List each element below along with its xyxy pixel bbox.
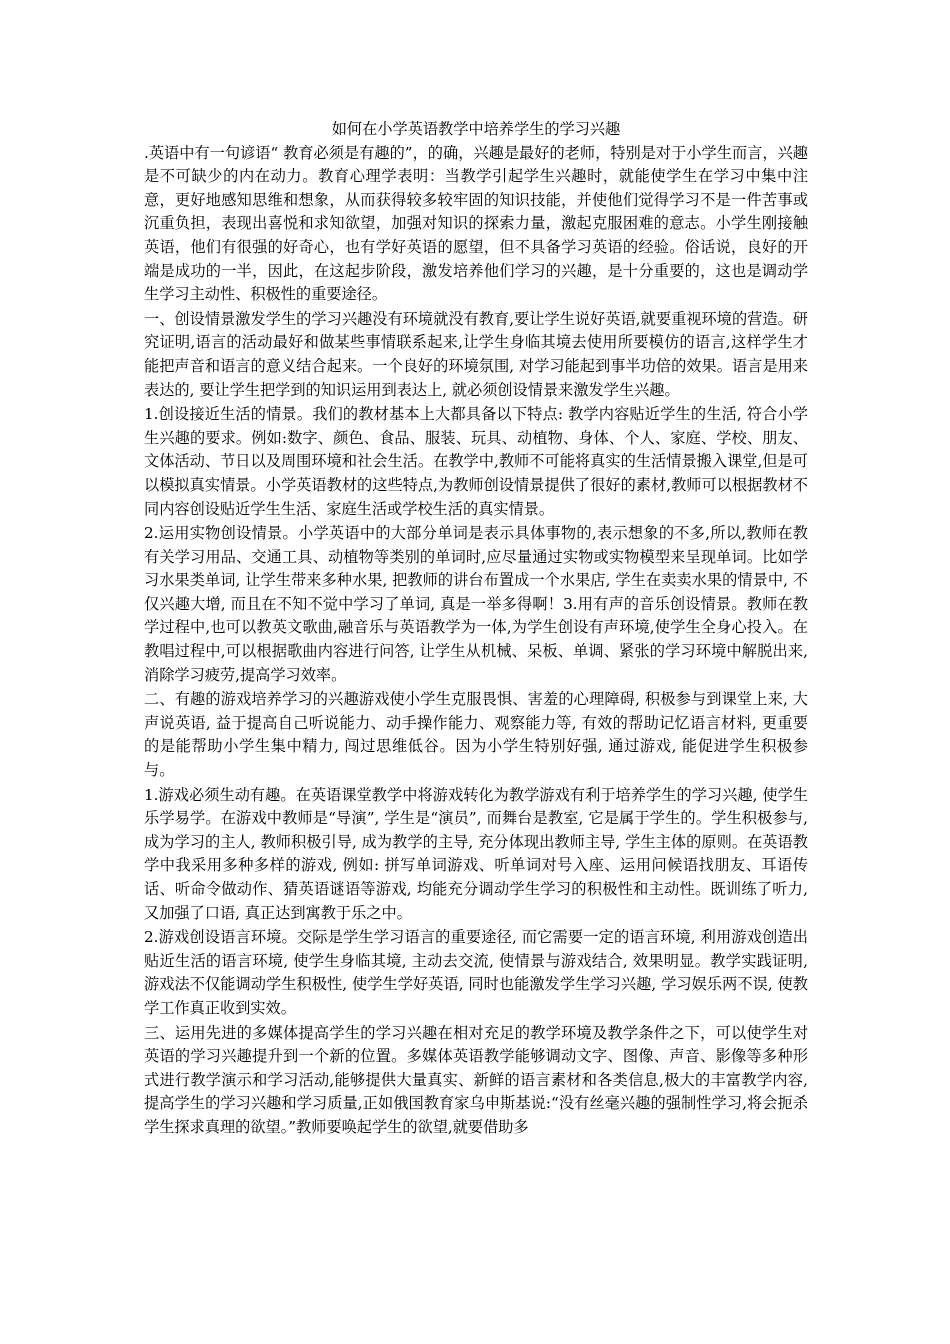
section-1-item-1-paragraph: 1.创设接近生活的情景。我们的教材基本上大都具备以下特点: 教学内容贴近学生的生活, 符合小学生兴趣的要求。例如:数字、颜色、食品、服装、玩具、动植物、身体、个人、家庭、学校、朋友、文体活动、节日以及周围环境和社会生活。在教学中,教师不可能将真实的生活情景搬入课堂,但是可以模拟真实情景。小学英语教材的这些特点,为教师创设情景提供了很好的素材,教师可以根据教材不同内容创设贴近学生生活、家庭生活或学校生活的真实情景。 <box>144 405 808 518</box>
document-page <box>144 118 808 1141</box>
section-1-paragraph: 一、创设情景激发学生的学习兴趣没有环境就没有教育,要让学生说好英语,就要重视环境的营造。研究证明,语言的活动最好和做某些事情联系起来,让学生身临其境去使用所要模仿的语言,这样学生才能把声音和语言的意义结合起来。一个良好的环境氛围, 对学习能起到事半功倍的效果。语言是用来表达的, 要让学生把学到的知识运用到表达上, 就必须创设情景来激发学生兴趣。 <box>144 309 808 399</box>
section-3-paragraph: 三、运用先进的多媒体提高学生的学习兴趣在相对充足的教学环境及教学条件之下，可以使学生对英语的学习兴趣提升到一个新的位置。多媒体英语教学能够调动文字、图像、声音、影像等多种形式进行教学演示和学习活动,能够提供大量真实、新鲜的语言素材和各类信息,极大的丰富教学内容,提高学生的学习兴趣和学习质量,正如俄国教育家乌申斯基说:“没有丝毫兴趣的强制性学习,将会扼杀学生探求真理的欲望。”教师要唤起学生的欲望,就要借助多 <box>144 1023 808 1136</box>
section-1-item-2-paragraph: 2.运用实物创设情景。小学英语中的大部分单词是表示具体事物的,表示想象的不多,所以,教师在教有关学习用品、交通工具、动植物等类别的单词时,应尽量通过实物或实物模型来呈现单词。比如学习水果类单词, 让学生带来多种水果, 把教师的讲台布置成一个水果店, 学生在卖卖水果的情景中, 不仅兴趣大增, 而且在不知不觉中学习了单词, 真是一举多得啊！3.用有声的音乐创设情景。教师在教学过程中,也可以教英文歌曲,融音乐与英语教学为一体,为学生创设有声环境,使学生全身心投入。在教唱过程中,可以根据歌曲内容进行问答, 让学生从机械、呆板、单调、紧张的学习环境中解脱出来,消除学习疲劳,提高学习效率。 <box>144 524 808 684</box>
document-title: 如何在小学英语教学中培养学生的学习兴趣 <box>331 120 621 138</box>
section-2-paragraph: 二、有趣的游戏培养学习的兴趣游戏使小学生克服畏惧、害羞的心理障碍, 积极参与到课堂上来, 大声说英语, 益于提高自己听说能力、动手操作能力、观察能力等, 有效的帮助记忆语言材料, 更重要的是能帮助小学生集中精力, 闯过思维低谷。因为小学生特别好强, 通过游戏, 能促进学生积极参与。 <box>144 690 808 780</box>
section-2-item-2-paragraph: 2.游戏创设语言环境。交际是学生学习语言的重要途径, 而它需要一定的语言环境, 利用游戏创造出贴近生活的语言环境, 使学生身临其境, 主动去交流, 使情景与游戏结合, 效果明显。教学实践证明, 游戏法不仅能调动学生积极性, 使学生学好英语, 同时也能激发学生学习兴趣, 学习娱乐两不误, 使教学工作真正收到实效。 <box>144 928 808 1017</box>
intro-paragraph: .英语中有一句谚语“ 教育必须是有趣的”，的确，兴趣是最好的老师，特别是对于小学生而言，兴趣是不可缺少的内在动力。教育心理学表明：当教学引起学生兴趣时，就能使学生在学习中集中注意，更好地感知思维和想象，从而获得较多较牢固的知识技能，并使他们觉得学习不是一件苦事或沉重负担，表现出喜悦和求知欲望，加强对知识的探索力量，激起克服困难的意志。小学生刚接触英语，他们有很强的好奇心，也有学好英语的愿望，但不具备学习英语的经验。俗话说，良好的开端是成功的一半，因此，在这起步阶段，激发培养他们学习的兴趣，是十分重要的，这也是调动学生学习主动性、积极性的重要途径。 <box>144 143 808 304</box>
section-2-item-1-paragraph: 1.游戏必须生动有趣。在英语课堂教学中将游戏转化为教学游戏有利于培养学生的学习兴趣, 使学生乐学易学。在游戏中教师是“导演”, 学生是“演员”, 而舞台是教室, 它是属于学生的。学生积极参与, 成为学习的主人, 教师积极引导, 成为教学的主导, 充分体现出教师主导, 学生主体的原则。在英语教学中我采用多种多样的游戏, 例如: 拼写单词游戏、听单词对号入座、运用问候语找朋友、耳语传话、听命令做动作、猜英语谜语等游戏, 均能充分调动学生学习的积极性和主动性。既训练了听力, 又加强了口语, 真正达到寓教于乐之中。 <box>144 785 808 922</box>
